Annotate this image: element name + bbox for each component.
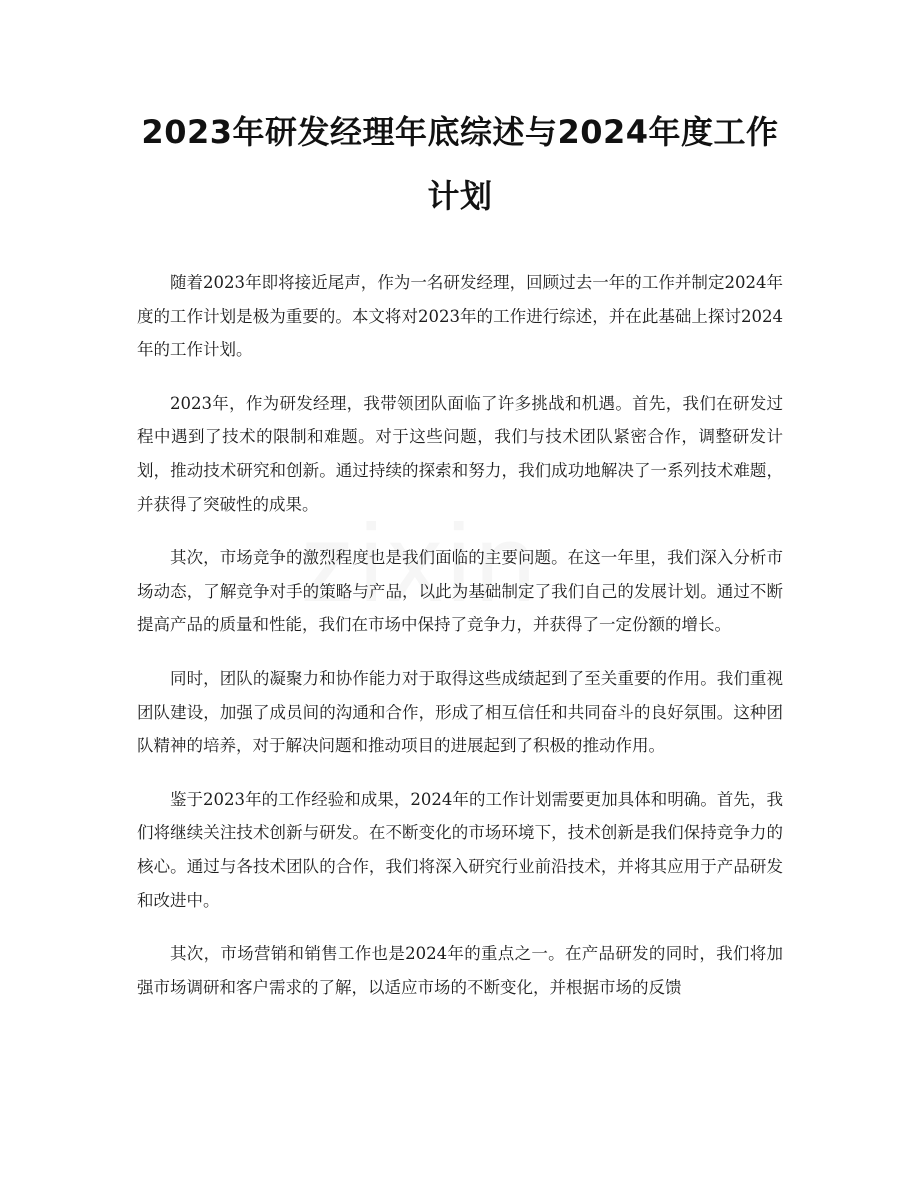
document-title: 2023年研发经理年底综述与2024年度工作计划 bbox=[141, 113, 779, 215]
paragraph-1: 随着2023年即将接近尾声，作为一名研发经理，回顾过去一年的工作并制定2024年度的工作计划是极为重要的。本文将对2023年的工作进行综述，并在此基础上探讨2024年的工作计划。 bbox=[137, 273, 783, 360]
paragraph-2: 2023年，作为研发经理，我带领团队面临了许多挑战和机遇。首先，我们在研发过程中遇到了技术的限制和难题。对于这些问题，我们与技术团队紧密合作，调整研发计划，推动技术研究和创新。通过持续的探索和努力，我们成功地解决了一系列技术难题，并获得了突破性的成果。 bbox=[137, 393, 783, 514]
paragraph-6: 其次，市场营销和销售工作也是2024年的重点之一。在产品研发的同时，我们将加强市场调研和客户需求的了解，以适应市场的不断变化，并根据市场的反馈 bbox=[137, 944, 783, 997]
document-body bbox=[137, 266, 783, 1004]
paragraph-3: 其次，市场竞争的激烈程度也是我们面临的主要问题。在这一年里，我们深入分析市场动态，了解竞争对手的策略与产品，以此为基础制定了我们自己的发展计划。通过不断提高产品的质量和性能，我们在市场中保持了竞争力，并获得了一定份额的增长。 bbox=[137, 548, 783, 635]
paragraph-5: 鉴于2023年的工作经验和成果，2024年的工作计划需要更加具体和明确。首先，我们将继续关注技术创新与研发。在不断变化的市场环境下，技术创新是我们保持竞争力的核心。通过与各技术团队的合作，我们将深入研究行业前沿技术，并将其应用于产品研发和改进中。 bbox=[137, 789, 783, 910]
paragraph-4: 同时，团队的凝聚力和协作能力对于取得这些成绩起到了至关重要的作用。我们重视团队建设，加强了成员间的沟通和合作，形成了相互信任和共同奋斗的良好氛围。这种团队精神的培养，对于解决问题和推动项目的进展起到了积极的推动作用。 bbox=[137, 668, 783, 756]
